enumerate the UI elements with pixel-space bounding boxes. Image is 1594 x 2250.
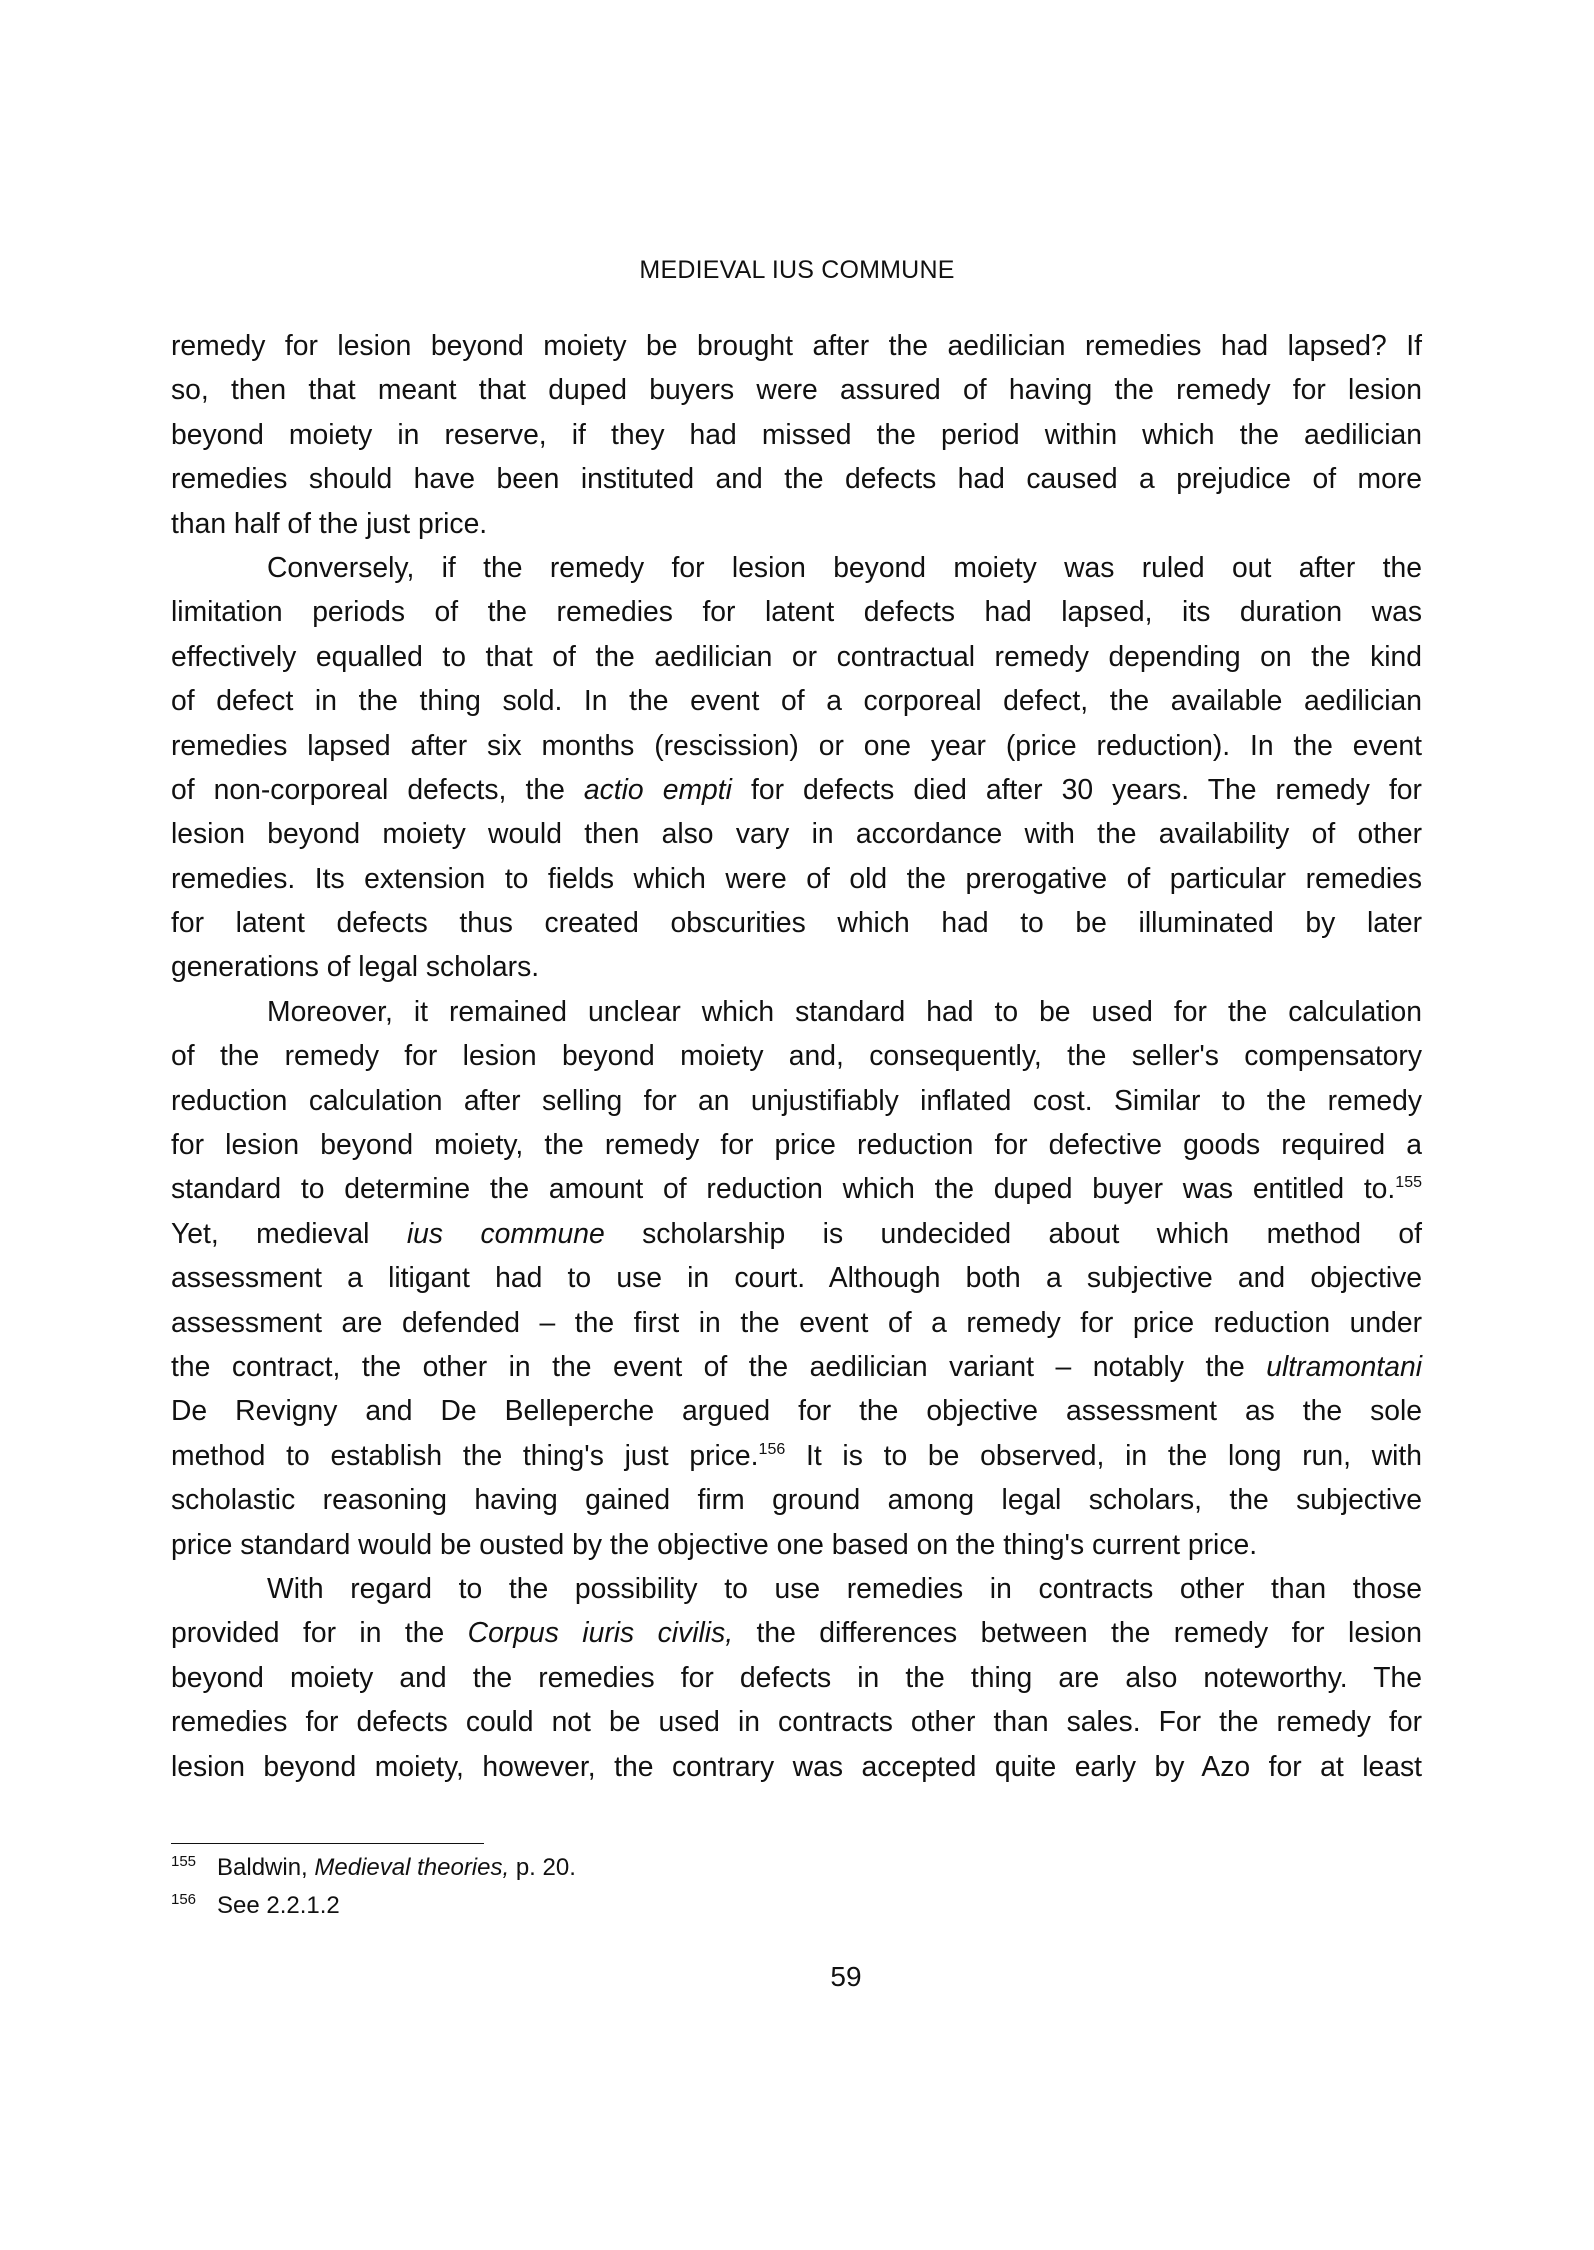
text-segment: for latent defects thus created obscurities which had to be illuminated by later [171, 906, 1422, 939]
text-line [171, 1255, 1422, 1299]
text-segment: lesion beyond moiety would then also vary in accordance with the availability of other [171, 817, 1422, 850]
footnote-text: p. 20. [509, 1854, 576, 1881]
text-segment: provided for in the [171, 1616, 468, 1649]
text-line [171, 678, 1422, 722]
text-segment: limitation periods of the remedies for latent defects had lapsed, its duration was [171, 595, 1422, 628]
text-line [171, 900, 1422, 944]
footnote-text: See 2.2.1.2 [217, 1892, 340, 1919]
text-line [171, 767, 1422, 811]
footnote-number: 156 [171, 1891, 197, 1908]
text-segment: for defects died after 30 years. The remedy for [731, 772, 1422, 805]
text-segment: remedy for lesion beyond moiety be brought after the aedilician remedies had lapsed? If [171, 329, 1422, 361]
text-line [171, 456, 1422, 500]
text-line [171, 723, 1422, 767]
italic-term: ultramontani [1266, 1349, 1422, 1382]
text-segment: scholastic reasoning having gained firm ground among legal scholars, the subjective [171, 1483, 1422, 1516]
text-segment: assessment a litigant had to use in court. Although both a subjective and objective [171, 1261, 1422, 1294]
italic-term: ius commune [406, 1216, 605, 1249]
text-segment: assessment are defended – the first in the event of a remedy for price reduction under [171, 1305, 1422, 1338]
text-segment: method to establish the thing's just price. [171, 1438, 759, 1471]
footnote-156 [171, 1891, 340, 1920]
footnote-title: Medieval theories, [314, 1854, 510, 1881]
text-segment: With regard to the possibility to use remedies in contracts other than those [267, 1571, 1422, 1604]
text-line [171, 367, 1422, 411]
text-segment: standard to determine the amount of reduction which the duped buyer was entitled to. [171, 1172, 1396, 1205]
italic-term: Corpus iuris civilis, [467, 1616, 734, 1649]
text-line [171, 944, 1422, 988]
text-segment: remedies should have been instituted and the defects had caused a prejudice of more [171, 462, 1422, 495]
text-segment: De Revigny and De Belleperche argued for the objective assessment as the sole [171, 1394, 1422, 1427]
text-segment: of non-corporeal defects, the [171, 772, 584, 805]
text-segment: beyond moiety and the remedies for defects in the thing are also noteworthy. The [171, 1660, 1422, 1693]
text-line [171, 323, 1422, 367]
body-text [171, 323, 1422, 1788]
text-line [171, 1522, 1422, 1566]
text-segment: than half of the just price. [171, 506, 488, 539]
text-segment: of defect in the thing sold. In the event of a corporeal defect, the available aedilician [171, 684, 1422, 717]
text-line [171, 856, 1422, 900]
text-line [171, 1744, 1422, 1788]
text-line [171, 501, 1422, 545]
text-line [171, 1388, 1422, 1432]
text-line [171, 412, 1422, 456]
text-line [171, 1610, 1422, 1654]
footnote-155 [171, 1853, 576, 1882]
text-segment: reduction calculation after selling for an unjustifiably inflated cost. Similar to the remedy [171, 1083, 1422, 1116]
text-line [171, 545, 1422, 589]
text-segment: generations of legal scholars. [171, 950, 540, 983]
footnote-text: Baldwin, [217, 1854, 315, 1881]
footnote-divider [171, 1843, 484, 1844]
text-segment: so, then that meant that duped buyers were assured of having the remedy for lesion [171, 373, 1422, 406]
text-segment: of the remedy for lesion beyond moiety and, consequently, the seller's compensatory [171, 1039, 1422, 1072]
text-segment: scholarship is undecided about which method of [604, 1216, 1422, 1249]
text-line [171, 634, 1422, 678]
text-line [171, 1344, 1422, 1388]
text-segment: price standard would be ousted by the objective one based on the thing's current price. [171, 1527, 1258, 1560]
text-segment: lesion beyond moiety, however, the contrary was accepted quite early by Azo for at least [171, 1749, 1422, 1782]
running-header: MEDIEVAL IUS COMMUNE [639, 256, 955, 284]
text-line [171, 1566, 1422, 1610]
text-segment: It is to be observed, in the long run, with [785, 1438, 1423, 1471]
footnote-number: 155 [171, 1853, 197, 1870]
text-segment: the contract, the other in the event of the aedilician variant – notably the [171, 1349, 1267, 1382]
text-line [171, 989, 1422, 1033]
text-line [171, 1477, 1422, 1521]
text-segment: remedies. Its extension to fields which were of old the prerogative of particular remedies [171, 861, 1422, 894]
page-number: 59 [830, 1961, 862, 1992]
text-segment: the differences between the remedy for lesion [733, 1616, 1422, 1649]
text-line [171, 1300, 1422, 1344]
text-line [171, 811, 1422, 855]
text-segment: remedies for defects could not be used in contracts other than sales. For the remedy for [171, 1705, 1422, 1738]
text-line [171, 1078, 1422, 1122]
text-segment: Yet, medieval [171, 1216, 407, 1249]
text-line [171, 1211, 1422, 1255]
text-line [171, 1655, 1422, 1699]
footnote-reference: 155 [1395, 1174, 1422, 1192]
text-segment: Moreover, it remained unclear which standard had to be used for the calculation [267, 994, 1422, 1027]
text-line [171, 1166, 1422, 1210]
text-line [171, 1122, 1422, 1166]
text-line [171, 589, 1422, 633]
text-line [171, 1699, 1422, 1743]
text-line [171, 1433, 1422, 1477]
footnote-reference: 156 [758, 1440, 786, 1458]
text-segment: for lesion beyond moiety, the remedy for price reduction for defective goods required a [171, 1128, 1422, 1161]
text-segment: Conversely, if the remedy for lesion beyond moiety was ruled out after the [267, 550, 1422, 583]
italic-term: actio empti [583, 772, 732, 805]
text-line [171, 1033, 1422, 1077]
text-segment: beyond moiety in reserve, if they had missed the period within which the aedilician [171, 417, 1422, 450]
text-segment: remedies lapsed after six months (rescission) or one year (price reduction). In the event [171, 728, 1422, 761]
text-segment: effectively equalled to that of the aedilician or contractual remedy depending on the kind [171, 639, 1422, 672]
